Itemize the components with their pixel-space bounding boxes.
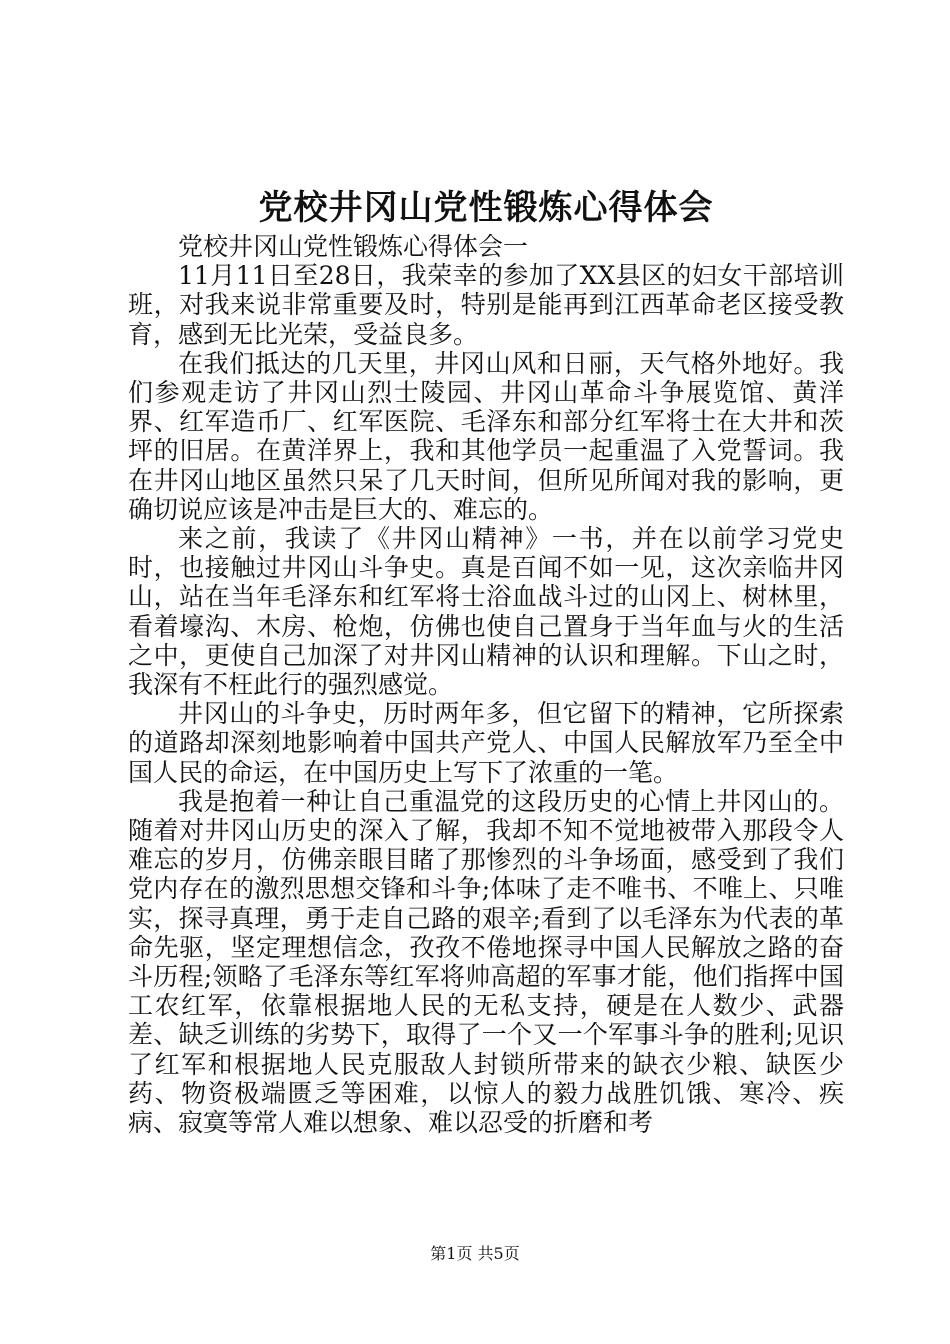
paragraph: 井冈山的斗争史，历时两年多，但它留下的精神，它所探索的道路却深刻地影响着中国共产党人、中国人民解放军乃至全中国人民的命运，在中国历史上写下了浓重的一笔。 (128, 699, 844, 787)
paragraph: 11月11日至28日，我荣幸的参加了XX县区的妇女干部培训班，对我来说非常重要及时，特别是能再到江西革命老区接受教育，感到无比光荣，受益良多。 (128, 261, 844, 349)
document-body (128, 232, 844, 1137)
document-title: 党校井冈山党性锻炼心得体会 (258, 188, 714, 228)
paragraph: 我是抱着一种让自己重温党的这段历史的心情上井冈山的。随着对井冈山历史的深入了解，我却不知不觉地被带入那段令人难忘的岁月，仿佛亲眼目睹了那惨烈的斗争场面，感受到了我们党内存在的激烈思想交锋和斗争;体味了走不唯书、不唯上、只唯实，探寻真理，勇于走自己路的艰辛;看到了以毛泽东为代表的革命先驱，坚定理想信念，孜孜不倦地探寻中国人民解放之路的奋斗历程;领略了毛泽东等红军将帅高超的军事才能，他们指挥中国工农红军，依靠根据地人民的无私支持，硬是在人数少、武器差、缺乏训练的劣势下，取得了一个又一个军事斗争的胜利;见识了红军和根据地人民克服敌人封锁所带来的缺衣少粮、缺医少药、物资极端匮乏等困难，以惊人的毅力战胜饥饿、寒冷、疾病、寂寞等常人难以想象、难以忍受的折磨和考 (128, 786, 844, 1138)
paragraph: 来之前，我读了《井冈山精神》一书，并在以前学习党史时，也接触过井冈山斗争史。真是百闻不如一见，这次亲临井冈山，站在当年毛泽东和红军将士浴血战斗过的山冈上、树林里，看着壕沟、木房、枪炮，仿佛也使自己置身于当年血与火的生活之中，更使自己加深了对井冈山精神的认识和理解。下山之时，我深有不枉此行的强烈感觉。 (128, 524, 844, 700)
paragraph-subtitle: 党校井冈山党性锻炼心得体会一 (178, 232, 529, 261)
page-footer: 第1页 共5页 (430, 1244, 520, 1263)
paragraph: 在我们抵达的几天里，井冈山风和日丽，天气格外地好。我们参观走访了井冈山烈士陵园、井冈山革命斗争展览馆、黄洋界、红军造币厂、红军医院、毛泽东和部分红军将士在大井和茨坪的旧居。在黄洋界上，我和其他学员一起重温了入党誓词。我在井冈山地区虽然只呆了几天时间，但所见所闻对我的影响，更确切说应该是冲击是巨大的、难忘的。 (128, 348, 844, 524)
